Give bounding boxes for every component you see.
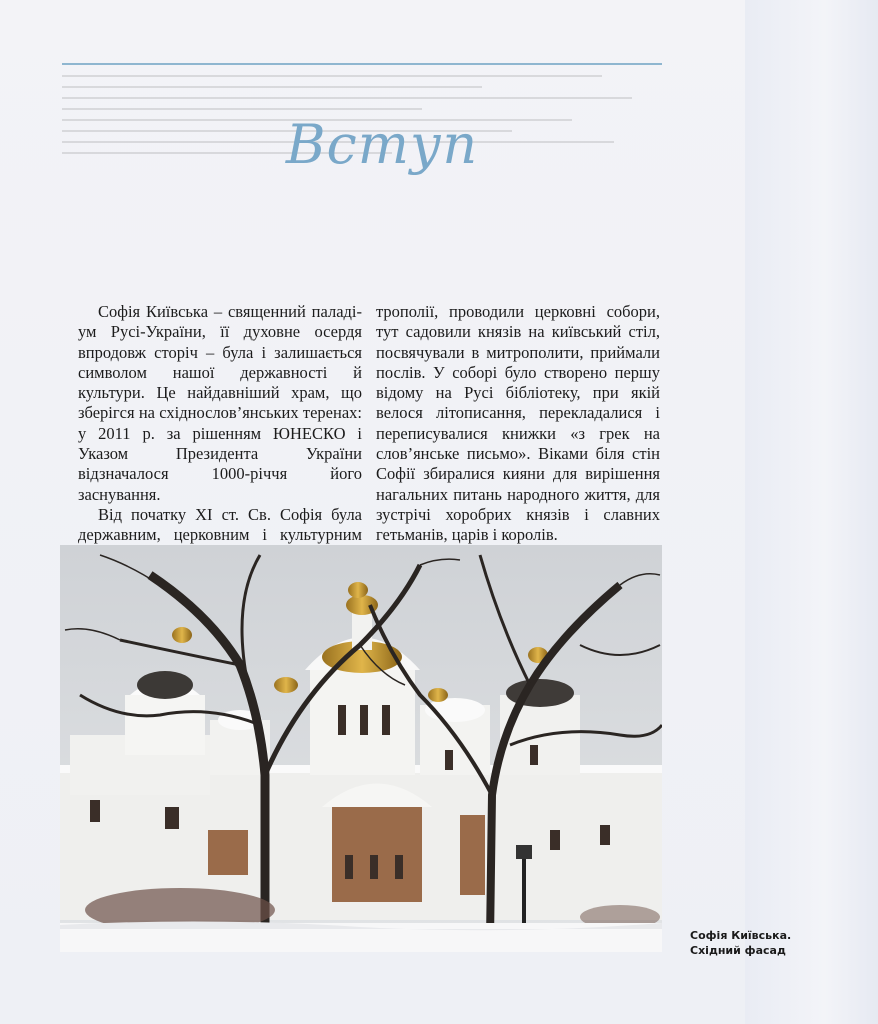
photo-caption: Софія Київська. Східний фасад — [690, 929, 792, 957]
cathedral-illustration — [60, 545, 662, 952]
cathedral-photo — [60, 545, 662, 952]
text-column-left — [78, 302, 362, 586]
paragraph: Софія Київська – священний паладі-ум Русі-України, її духовне осердя впродовж сторіч – була і залишається символом нашої державності й культури. Це найдавніший храм, що зберігся на східнослов’янських теренах: у 2011 р. за рішенням ЮНЕСКО і Указом Президента України відзначалося 1000-річчя його заснування. — [78, 302, 362, 504]
paragraph: трополії, проводили церковні собори, тут садовили князів на київський стіл, посвячували в митрополити, приймали послів. У соборі було створено першу відому на Русі бібліотеку, при якій велося літописання, перекладалися і переписувалися книжки «з грек на слов’янське письмо». Віками біля стін Софії збиралися кияни для вирішення нагальних питань народного життя, для зустрічі хоробрих князів і славних гетьманів, царів і королів. — [376, 302, 660, 545]
text-column-right — [376, 302, 660, 546]
header-rule — [62, 63, 662, 65]
page-edge — [745, 0, 878, 1024]
paragraph: Від початку XI ст. Св. Софія була державним, церковним і культурним — [78, 504, 362, 545]
chapter-title: Вступ — [285, 113, 479, 176]
